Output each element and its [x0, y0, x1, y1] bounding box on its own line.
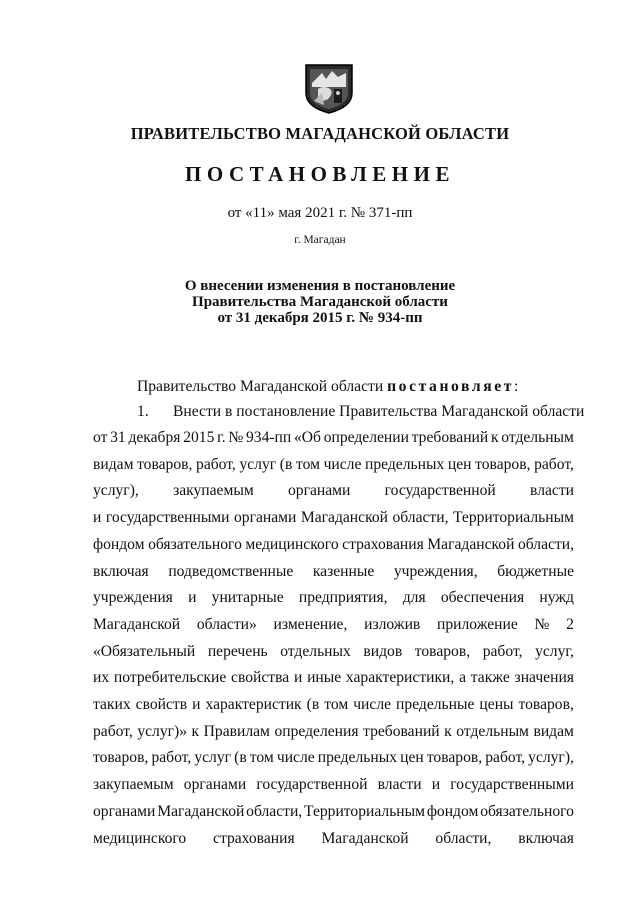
paragraph-word: Магаданской: [427, 536, 515, 553]
paragraph-word: изложив: [364, 616, 421, 633]
paragraph-word: обязательного: [480, 803, 574, 820]
paragraph-line: [93, 482, 574, 500]
paragraph-word: обеспечения: [440, 589, 525, 606]
paragraph-word: работ,: [93, 723, 133, 740]
paragraph-word: г.: [217, 429, 226, 446]
paragraph-word: предельных: [317, 749, 397, 766]
paragraph-word: работ,: [196, 456, 236, 473]
paragraph-word: также: [470, 669, 510, 686]
paragraph-word: органами: [93, 803, 156, 820]
paragraph-word: учреждения: [93, 589, 173, 606]
paragraph-word: включая: [518, 830, 574, 847]
paragraph-word: товаров,: [93, 749, 149, 766]
paragraph-word: цен: [447, 456, 472, 473]
paragraph-line: [93, 563, 574, 581]
paragraph-word: числе: [353, 696, 392, 713]
paragraph-word: нужд: [539, 589, 574, 606]
paragraph-word: бюджетные: [497, 563, 574, 580]
paragraph-first-line: Внести в постановление Правительства Магаданской области: [173, 403, 585, 420]
subject-line: О внесении изменения в постановление: [184, 278, 456, 294]
paragraph-word: области,: [246, 803, 303, 820]
paragraph-word: характеристик: [205, 696, 302, 713]
paragraph-word: отдельных: [280, 643, 351, 660]
paragraph-word: казенные: [312, 563, 375, 580]
paragraph-word: для: [402, 589, 426, 606]
document-place: г. Магадан: [294, 234, 346, 246]
paragraph-word: цен: [400, 749, 424, 766]
paragraph-word: отдельным: [456, 723, 529, 740]
paragraph-line: [93, 456, 574, 474]
paragraph-word: 2015: [183, 429, 215, 446]
paragraph-word: числе: [323, 456, 362, 473]
paragraph-word: государственными: [105, 509, 230, 526]
paragraph-word: товаров,: [518, 696, 574, 713]
paragraph-word: «Об: [293, 429, 321, 446]
intro-colon: :: [514, 378, 519, 395]
paragraph-line: [93, 509, 574, 527]
paragraph-line: [93, 536, 574, 554]
paragraph-word: отдельным: [501, 429, 574, 446]
paragraph-word: №: [228, 429, 244, 446]
paragraph-word: видам: [93, 456, 134, 473]
paragraph-line: [93, 749, 574, 767]
paragraph-word: услуг),: [528, 749, 574, 766]
paragraph-word: услуг)»: [137, 723, 188, 740]
paragraph-word: страхования: [213, 830, 295, 847]
paragraph-word: страхования: [342, 536, 424, 553]
paragraph-word: государственной: [256, 776, 368, 793]
paragraph-word: и: [293, 669, 303, 686]
paragraph-word: предельные: [396, 696, 475, 713]
paragraph-word: государственными: [450, 776, 574, 793]
document-type: ПОСТАНОВЛЕНИЕ: [185, 162, 455, 186]
paragraph-word: перечень: [207, 643, 268, 660]
paragraph-word: (в: [234, 749, 247, 766]
paragraph-word: услуг,: [535, 643, 574, 660]
paragraph-word: Территориальным: [452, 509, 574, 526]
paragraph-word: предельных: [365, 456, 445, 473]
paragraph-word: и: [188, 589, 197, 606]
paragraph-word: обязательного: [148, 536, 242, 553]
paragraph-word: закупаемым: [93, 776, 174, 793]
paragraph-word: Магаданской: [321, 830, 409, 847]
paragraph-word: декабря: [128, 429, 181, 446]
paragraph-word: области,: [517, 536, 574, 553]
paragraph-word: фондом: [93, 536, 145, 553]
document-date-number: от «11» мая 2021 г. № 371-пп: [227, 205, 413, 221]
paragraph-word: значения: [514, 669, 574, 686]
paragraph-word: предприятия,: [298, 589, 388, 606]
paragraph-word: медицинского: [245, 536, 339, 553]
paragraph-word: области,: [435, 830, 492, 847]
paragraph-line: [93, 616, 574, 634]
paragraph-word: работ,: [485, 749, 526, 766]
paragraph-word: области,: [392, 509, 449, 526]
paragraph-word: органами: [287, 482, 351, 499]
paragraph-word: иные: [307, 669, 342, 686]
paragraph-line: [93, 429, 574, 447]
paragraph-word: том: [249, 749, 274, 766]
paragraph-word: характеристики,: [345, 669, 455, 686]
paragraph-word: области»: [196, 616, 257, 633]
paragraph-word: к: [191, 723, 200, 740]
paragraph-word: закупаемым: [173, 482, 254, 499]
paragraph-word: видов: [363, 643, 403, 660]
paragraph-word: власти: [377, 776, 422, 793]
paragraph-word: требований: [363, 723, 440, 740]
paragraph-word: №: [534, 616, 550, 633]
paragraph-line: [93, 669, 574, 687]
paragraph-word: том: [295, 456, 320, 473]
paragraph-word: видам: [533, 723, 574, 740]
paragraph-word: от: [93, 429, 108, 446]
paragraph-word: фондом: [426, 803, 479, 820]
paragraph-word: к: [444, 723, 452, 740]
paragraph-word: товаров,: [426, 749, 483, 766]
paragraph-word: Магаданской: [93, 616, 181, 633]
paragraph-word: услуг: [239, 456, 277, 473]
paragraph-word: включая: [93, 563, 149, 580]
paragraph-word: том: [324, 696, 349, 713]
paragraph-word: Территориальным: [304, 803, 425, 820]
paragraph-word: товаров,: [137, 456, 193, 473]
coat-of-arms-icon: [304, 63, 354, 115]
paragraph-word: власти: [530, 482, 574, 499]
paragraph-word: 2: [566, 616, 574, 633]
paragraph-word: их: [93, 669, 110, 686]
paragraph-word: таких: [93, 696, 131, 713]
paragraph-word: потребительские: [113, 669, 227, 686]
intro-decree-word: постановляет: [387, 378, 515, 395]
paragraph-line: [93, 723, 574, 741]
paragraph-word: Правилам: [203, 723, 270, 740]
subject-line: от 31 декабря 2015 г. № 934-пп: [217, 310, 423, 326]
paragraph-word: и: [431, 776, 441, 793]
paragraph-word: (в: [279, 456, 293, 473]
paragraph-word: числе: [276, 749, 315, 766]
paragraph-line: [93, 589, 574, 607]
paragraph-word: «Обязательный: [93, 643, 196, 660]
paragraph-word: и: [93, 509, 102, 526]
paragraph-word: цены: [479, 696, 514, 713]
paragraph-word: определении: [323, 429, 409, 446]
subject-line: Правительства Магаданской области: [192, 294, 448, 310]
paragraph-word: к: [490, 429, 499, 446]
paragraph-word: услуг: [194, 749, 232, 766]
intro-text: Правительство Магаданской области: [137, 378, 388, 395]
paragraph-word: учреждения,: [393, 563, 478, 580]
paragraph-line: [93, 803, 574, 821]
paragraph-word: (в: [306, 696, 320, 713]
paragraph-word: работ,: [534, 456, 574, 473]
paragraph-line: [93, 830, 574, 848]
paragraph-line: [93, 776, 574, 794]
paragraph-word: а: [459, 669, 466, 686]
paragraph-word: свойства: [231, 669, 290, 686]
paragraph-word: услуг),: [93, 482, 139, 499]
paragraph-word: работ,: [482, 643, 523, 660]
government-title: ПРАВИТЕЛЬСТВО МАГАДАНСКОЙ ОБЛАСТИ: [130, 124, 510, 143]
paragraph-word: органами: [183, 776, 247, 793]
paragraph-word: требований: [411, 429, 489, 446]
document-subject: [0, 278, 640, 326]
paragraph-word: государственной: [384, 482, 496, 499]
paragraph-word: подведомственные: [168, 563, 294, 580]
intro-line: [137, 378, 518, 396]
paragraph-word: определения: [274, 723, 359, 740]
paragraph-line: [93, 643, 574, 661]
paragraph-word: 31: [110, 429, 126, 446]
paragraph-word: унитарные: [211, 589, 284, 606]
paragraph-word: товаров,: [475, 456, 531, 473]
paragraph-word: работ,: [151, 749, 192, 766]
paragraph-word: 934-пп: [245, 429, 292, 446]
paragraph-word: изменение,: [273, 616, 348, 633]
paragraph-word: товаров,: [414, 643, 471, 660]
paragraph-word: и: [192, 696, 201, 713]
paragraph-line: [93, 696, 574, 714]
paragraph-word: медицинского: [93, 830, 187, 847]
paragraph-word: свойств: [135, 696, 188, 713]
paragraph-word: приложение: [437, 616, 518, 633]
paragraph-word: Магаданской: [300, 509, 388, 526]
paragraph-number: 1.: [137, 403, 149, 420]
paragraph-word: Магаданской: [157, 803, 245, 820]
paragraph-word: органами: [233, 509, 297, 526]
